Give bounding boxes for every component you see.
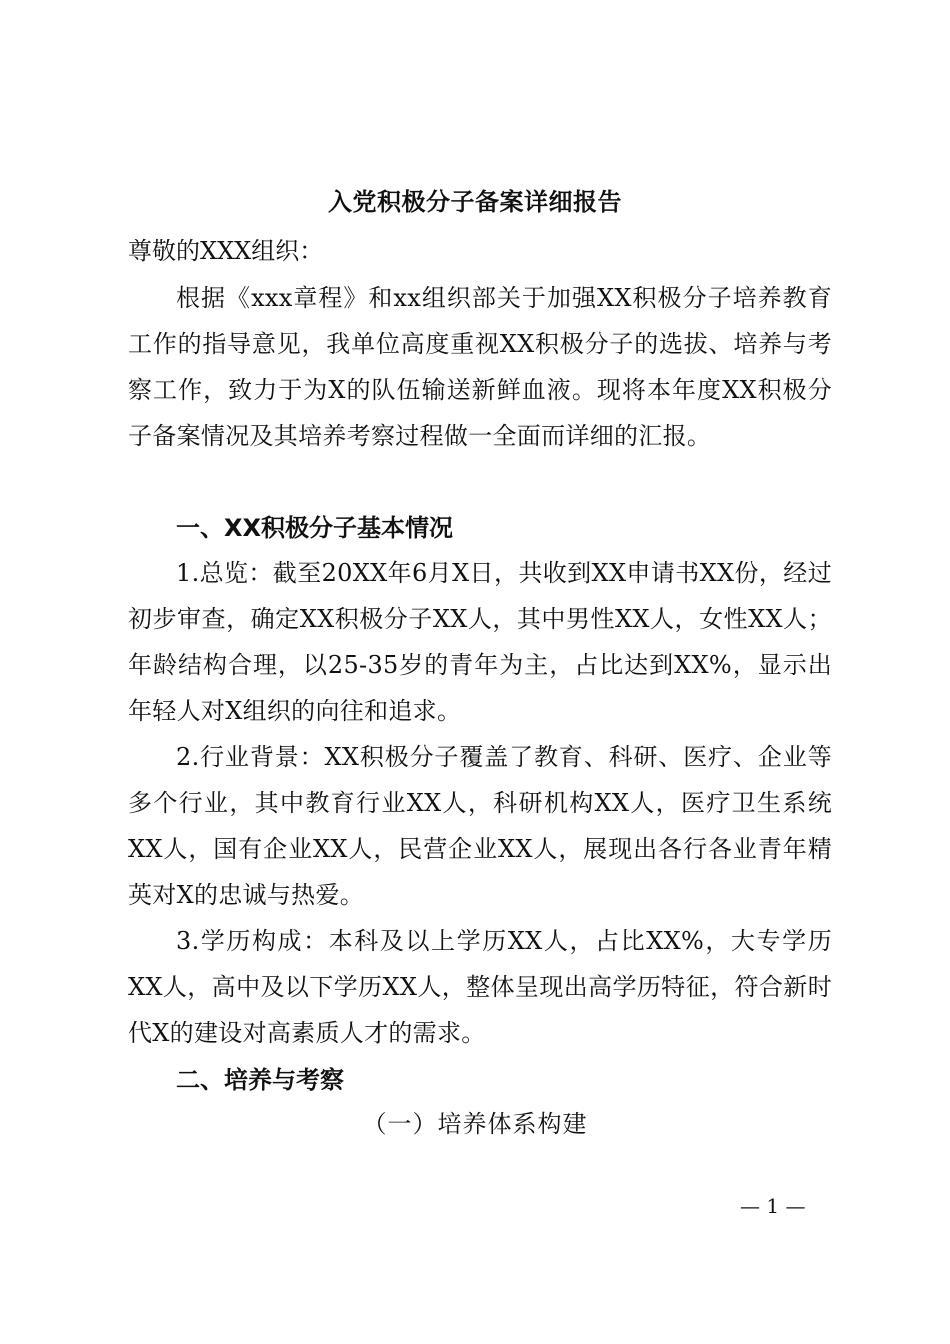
paragraph-overview: 1.总览：截至20XX年6月X日，共收到XX申请书XX份，经过初步审查，确定XX积极分子XX人，其中男性XX人，女性XX人；年龄结构合理，以25-35岁的青年为主，占比达到XX%，显示出年轻人对X组织的向往和追求。 — [128, 559, 832, 725]
page-number: — 1 — — [740, 1194, 806, 1218]
section-heading-training: 二、培养与考察 — [176, 1066, 344, 1094]
intro-paragraph: 根据《xxx章程》和xx组织部关于加强XX积极分子培养教育工作的指导意见，我单位高度重视XX积极分子的选拔、培养与考察工作，致力于为X的队伍输送新鲜血液。现将本年度XX积极分子备案情况及其培养考察过程做一全面而详细的汇报。 — [128, 284, 832, 450]
document-title: 入党积极分子备案详细报告 — [328, 187, 622, 216]
section-heading-basic-info: 一、XX积极分子基本情况 — [176, 514, 454, 542]
salutation: 尊敬的XXX组织： — [128, 237, 324, 265]
paragraph-education: 3.学历构成：本科及以上学历XX人，占比XX%，大专学历XX人，高中及以下学历XX人，整体呈现出高学历特征，符合新时代X的建设对高素质人才的需求。 — [128, 927, 832, 1047]
paragraph-industry-background: 2.行业背景：XX积极分子覆盖了教育、科研、医疗、企业等多个行业，其中教育行业XX人，科研机构XX人，医疗卫生系统XX人，国有企业XX人，民营企业XX人，展现出各行各业青年精英对X的忠诚与热爱。 — [128, 743, 832, 909]
subsection-heading-training-system: （一）培养体系构建 — [362, 1110, 588, 1138]
